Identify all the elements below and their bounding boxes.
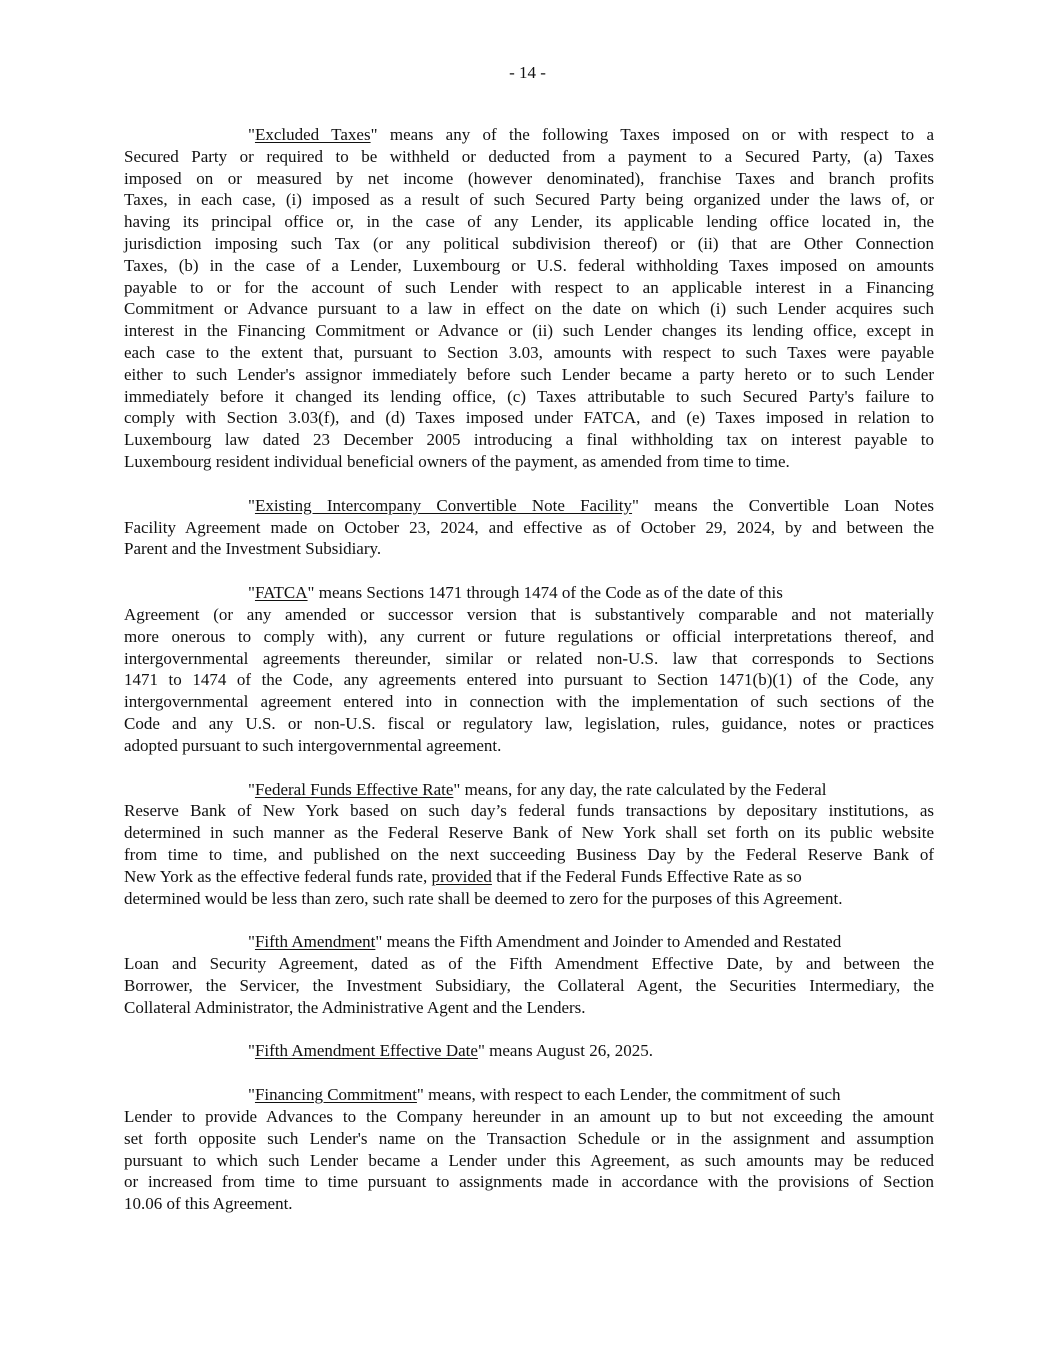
- defined-term: Fifth Amendment Effective Date: [254, 1041, 478, 1061]
- text-line: New York as the effective federal funds rate, provided that if the Federal Funds Effective Rate as so: [124, 866, 802, 886]
- text-line: intergovernmental agreements thereunder, similar or related non-U.S. law that corresponds to Sections: [124, 648, 934, 668]
- text-line: Luxembourg law dated 23 December 2005 introducing a final withholding tax on interest payable to: [124, 430, 934, 450]
- text-line: pursuant to which such Lender became a Lender under this Agreement, as such amounts may be reduced: [124, 1150, 934, 1170]
- text-line: Commitment or Advance pursuant to a law in effect on the date on which (i) such Lender acquires such: [124, 299, 934, 319]
- definition-first-line: "Financing Commitment" means, with respect to each Lender, the commitment of such: [248, 1085, 841, 1105]
- text-line: Taxes, in each case, (i) imposed as a result of such Secured Party being organized under the laws of, or: [124, 190, 934, 210]
- text-line: having its principal office or, in the case of any Lender, its applicable lending office located in, the: [124, 212, 934, 232]
- definition-first-line: "FATCA" means Sections 1471 through 1474 of the Code as of the date of this: [248, 583, 783, 603]
- document-body: [124, 124, 934, 1237]
- definition-excluded-taxes: [124, 124, 934, 473]
- text-line: determined in such manner as the Federal Reserve Bank of New York shall set forth on its public website: [124, 823, 934, 843]
- defined-term: FATCA: [254, 583, 308, 603]
- text-line: comply with Section 3.03(f), and (d) Taxes imposed under FATCA, and (e) Taxes imposed in relation to: [124, 408, 934, 428]
- definition-fatca: [124, 582, 934, 756]
- definition-first-line: "Existing Intercompany Convertible Note Facility" means the Convertible Loan Notes: [248, 495, 934, 515]
- text-line: jurisdiction imposing such Tax (or any political subdivision thereof) or (ii) that are Other Connection: [124, 233, 934, 253]
- text-line: each case to the extent that, pursuant to Section 3.03, amounts with respect to such Taxes were payable: [124, 342, 934, 362]
- text-line: Parent and the Investment Subsidiary.: [124, 539, 382, 559]
- text-line: adopted pursuant to such intergovernmental agreement.: [124, 735, 502, 755]
- defined-term: Fifth Amendment: [254, 932, 376, 952]
- text-line: either to such Lender's assignor immediately before such Lender became a party hereto or to such Lender: [124, 364, 934, 384]
- text-line: Code and any U.S. or non-U.S. fiscal or regulatory law, legislation, rules, guidance, notes or practices: [124, 713, 934, 733]
- text-line: Agreement (or any amended or successor version that is substantively comparable and not materially: [124, 604, 934, 624]
- definition-first-line: "Excluded Taxes" means any of the following Taxes imposed on or with respect to a: [248, 125, 934, 144]
- definition-fifth-amendment: [124, 931, 934, 1018]
- text-line: or increased from time to time pursuant to assignments made in accordance with the provisions of Section: [124, 1172, 934, 1192]
- definition-existing-intercompany-convertible-note-facility: [124, 495, 934, 560]
- text-line: interest in the Financing Commitment or Advance or (ii) such Lender changes its lending office, except in: [124, 321, 934, 341]
- defined-term: Excluded Taxes: [254, 125, 371, 144]
- page-number: - 14 -: [509, 63, 546, 82]
- provided-term: provided: [431, 866, 492, 886]
- definition-first-line: "Fifth Amendment" means the Fifth Amendment and Joinder to Amended and Restated: [248, 932, 842, 952]
- text-line: more onerous to comply with), any current or future regulations or official interpretations thereof, and: [124, 626, 934, 646]
- text-line: Facility Agreement made on October 23, 2024, and effective as of October 29, 2024, by and between the: [124, 517, 934, 537]
- text-line: immediately before it changed its lending office, (c) Taxes attributable to such Secured Party's failure to: [124, 386, 934, 406]
- defined-term: Existing Intercompany Convertible Note Facility: [254, 495, 633, 515]
- text-line: Lender to provide Advances to the Company hereunder in an amount up to but not exceeding the amount: [124, 1107, 934, 1127]
- text-line: from time to time, and published on the next succeeding Business Day by the Federal Reserve Bank of: [124, 844, 934, 864]
- definition-federal-funds-effective-rate: [124, 779, 934, 910]
- text-line: Taxes, (b) in the case of a Lender, Luxembourg or U.S. federal withholding Taxes imposed on amounts: [124, 255, 934, 275]
- text-line: Reserve Bank of New York based on such day’s federal funds transactions by depositary institutions, as: [124, 801, 934, 821]
- text-line: Collateral Administrator, the Administrative Agent and the Lenders.: [124, 997, 586, 1017]
- text-line: set forth opposite such Lender's name on the Transaction Schedule or in the assignment and assumption: [124, 1128, 934, 1148]
- definition-first-line: "Federal Funds Effective Rate" means, for any day, the rate calculated by the Federal: [248, 779, 827, 799]
- text-line: 10.06 of this Agreement.: [124, 1194, 293, 1214]
- definition-first-line: "Fifth Amendment Effective Date" means August 26, 2025.: [248, 1041, 653, 1061]
- defined-term: Federal Funds Effective Rate: [254, 779, 454, 799]
- text-line: payable to or for the account of such Lender with respect to an applicable interest in a Financing: [124, 277, 934, 297]
- definition-financing-commitment: [124, 1084, 934, 1215]
- text-line: 1471 to 1474 of the Code, any agreements entered into pursuant to Section 1471(b)(1) of the Code, any: [124, 670, 934, 690]
- text-line: determined would be less than zero, such rate shall be deemed to zero for the purposes of this Agreement.: [124, 888, 843, 908]
- text-line: Secured Party or required to be withheld or deducted from a payment to a Secured Party, (a) Taxes: [124, 146, 934, 166]
- defined-term: Financing Commitment: [254, 1085, 417, 1105]
- text-line: Loan and Security Agreement, dated as of the Fifth Amendment Effective Date, by and between the: [124, 954, 934, 974]
- text-line: Luxembourg resident individual beneficial owners of the payment, as amended from time to time.: [124, 451, 790, 471]
- text-line: imposed on or measured by net income (however denominated), franchise Taxes and branch profits: [124, 168, 934, 188]
- text-line: Borrower, the Servicer, the Investment Subsidiary, the Collateral Agent, the Securities Intermediary, the: [124, 975, 934, 995]
- definition-fifth-amendment-effective-date: [124, 1040, 934, 1062]
- text-line: intergovernmental agreement entered into in connection with the implementation of such sections of the: [124, 692, 934, 712]
